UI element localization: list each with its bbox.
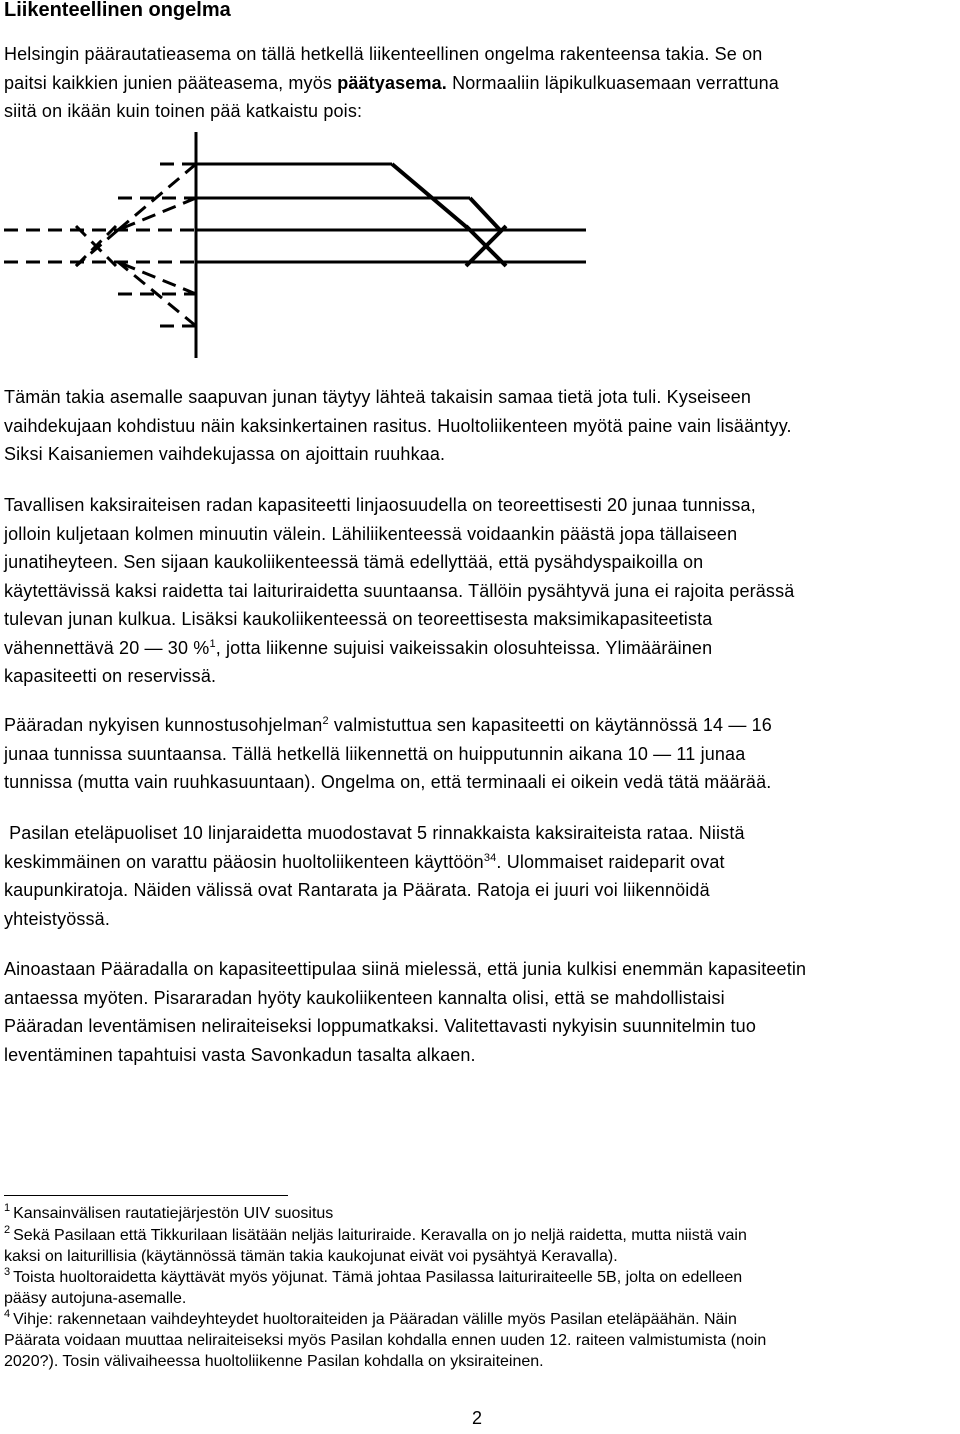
intro-line-2: paitsi kaikkien junien pääteasema, myös päätyasema. Normaaliin läpikulkuasemaan verrattuna bbox=[4, 72, 779, 93]
paragraph-5: Pasilan eteläpuoliset 10 linjaraidetta muodostavat 5 rinnakkaista kaksiraiteista rataa. Niistä keskimmäinen on varattu pääosin huoltoliikenteen käyttöön$^{34}$. Ulommaiset raideparit ovat kaupunkiratoja. Näiden välissä ovat Rantarata ja Päärata. Ratoja ei juuri voi liikennöidä yhteistyössä. bbox=[4, 823, 745, 929]
page-heading: Liikenteellinen ongelma bbox=[4, 0, 231, 21]
paragraph-3: Tavallisen kaksiraiteisen radan kapasiteetti linjaosuudella on teoreettisesti 20 junaa tunnissa, jolloin kuljetaan kolmen minuutin välein. Lähiliikenteessä voidaankin päästä jopa tällaiseen junatiheyteen. Sen sijaan kaukoliikenteessä tämä edellyttää, että pysähdyspaikoilla on käytettävissä kaksi raidetta tai laituriraidetta suuntaansa. Tällöin pysähtyvä juna ei rajoita perässä tulevan junan kulkua. Lisäksi kaukoliikenteessä on teoreettisesta maksimikapasiteetista vähennettävä 20 — 30 %$^1$, jotta liikenne sujuisi vaikeissakin olosuhteissa. Ylimääräinen kapasiteetti on reservissä. bbox=[4, 495, 795, 686]
footnotes bbox=[4, 1204, 956, 1372]
removed-track-dashed bbox=[4, 164, 196, 326]
paragraph-4: Pääradan nykyisen kunnostusohjelman$^2$ valmistuttua sen kapasiteetti on käytännössä 14 — 16 junaa tunnissa suuntaansa. Tällä hetkellä liikennettä on huipputunnin aikana 10 — 11 junaa tunnissa (mutta vain ruuhkasuuntaan). Ongelma on, että terminaali ei oikein vedä tätä määrää. bbox=[4, 715, 772, 792]
switch-diagonal-mid bbox=[470, 198, 500, 230]
footnote-2: $^2$ Sekä Pasilaan että Tikkurilaan lisätään neljäs laituriraide. Keravalla on jo neljä raidetta, mutta niistä vain kaksi on laiturillisia (käytännössä tämän takia kaukojunat eivät voi pysähtyä Keravalla). bbox=[4, 1223, 747, 1265]
intro-line-3: siitä on ikään kuin toinen pää katkaistu pois: bbox=[4, 101, 363, 121]
intro-line-1: Helsingin päärautatieasema on tällä hetkellä liikenteellinen ongelma rakenteensa takia. Se on bbox=[4, 44, 763, 64]
bold-term: päätyasema. bbox=[337, 72, 447, 93]
intro-paragraph bbox=[4, 40, 956, 126]
paragraph-2: Tämän takia asemalle saapuvan junan täytyy lähteä takaisin samaa tietä jota tuli. Kyseiseen vaihdekujaan kohdistuu näin kaksinkertainen rasitus. Huoltoliikenteen myötä paine vain lisääntyy. Siksi Kaisaniemen vaihdekujassa on ajoittain ruuhkaa. bbox=[4, 387, 792, 464]
footnote-separator bbox=[4, 1195, 288, 1196]
paragraph-6: Ainoastaan Pääradalla on kapasiteettipulaa siinä mielessä, että junia kulkisi enemmän kapasiteetin antaessa myöten. Pisararadan hyöty kaukoliikenteen kannalta olisi, että se mahdollistaisi Pääradan leventämisen neliraiteiseksi loppumatkaksi. Valitettavasti nykyisin suunnitelmin tuo leventäminen tapahtuisi vasta Savonkadun tasalta alkaen. bbox=[4, 959, 807, 1065]
footnote-ref-1[interactable]: 1 bbox=[209, 637, 216, 650]
footnote-ref-2[interactable]: 2 bbox=[322, 715, 329, 727]
page-number: 2 bbox=[472, 1408, 483, 1428]
footnote-3: $^3$ Toista huoltoraidetta käyttävät myös yöjunat. Tämä johtaa Pasilassa laituriraiteelle 5B, jolta on edelleen pääsy autojuna-asemalle. bbox=[4, 1265, 743, 1307]
terminal-track-diagram bbox=[0, 128, 600, 360]
footnote-1: $^1$ Kansainvälisen rautatiejärjestön UIV suositus bbox=[4, 1202, 334, 1222]
footnote-4: $^4$ Vihje: rakennetaan vaihdeyhteydet huoltoraiteiden ja Pääradan välille myös Pasilan eteläpäähän. Näin Päärata voidaan muuttaa neliraiteiseksi myös Pasilan kohdalla ennen uuden 12. raiteen valmistumista (noin 2020?). Tosin välivaiheessa huoltoliikenne Pasilan kohdalla on yksiraiteinen. bbox=[4, 1307, 767, 1370]
footnote-ref-3-4[interactable]: 34 bbox=[483, 851, 497, 864]
